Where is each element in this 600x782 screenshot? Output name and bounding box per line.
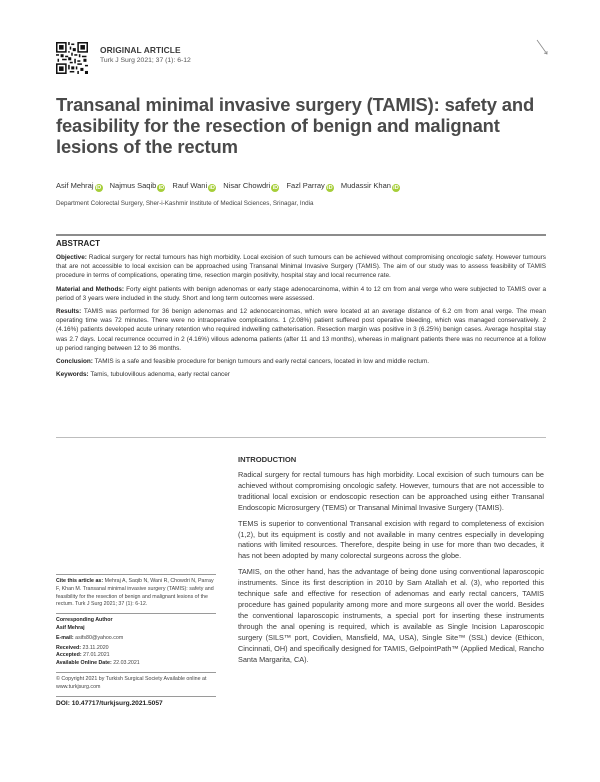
abstract-objective: Objective: Radical surgery for rectal tumours has high morbidity. Local excision of such tumours can be achieved without compromising oncologic safety. However tumours that are not accessible to local excision can be approached using Transanal Minimal Invasive Surgery (TAMIS). The aim of our study was to assess feasibility of TAMIS procedure in terms of complications, operating time, resection margin positivity, hospital stay and local recurrence rate. <box>56 254 547 280</box>
article-type: ORIGINAL ARTICLE <box>100 45 181 55</box>
corresponding-name: Asif Mehraj <box>56 624 85 631</box>
orcid-icon[interactable]: iD <box>272 185 279 191</box>
article-header <box>100 45 191 64</box>
abstract-conclusion: Conclusion: TAMIS is a safe and feasible procedure for benign tumours and early rectal cancers, located in low and middle rectum. <box>56 358 430 366</box>
introduction-body <box>238 470 544 670</box>
doi-link[interactable]: DOI: 10.47717/turkjsurg.2021.5057 <box>56 699 163 707</box>
abstract-heading: ABSTRACT <box>56 239 100 248</box>
abstract-bottom-rule <box>56 437 546 438</box>
abstract-divider <box>56 234 546 236</box>
author-list <box>56 181 405 192</box>
abstract-keywords: Keywords: Tamis, tubulovillous adenoma, early rectal cancer <box>56 371 230 379</box>
orcid-icon[interactable]: iD <box>393 185 399 191</box>
author[interactable]: Najmus Saqib iD <box>109 181 165 191</box>
orcid-icon[interactable]: iD <box>209 185 215 191</box>
qr-code <box>56 42 88 74</box>
intro-paragraph: TAMIS, on the other hand, has the advantage of being done using conventional laparoscopic instruments. Since its first description in 2010 by Sam Atallah et al. (3), who reported this technique safe and effective for resection of adenomas and early rectal cancers, TAMIS procedure has gained popularity among more and more surgeons all over the world. Besides the conventional laparoscopic instruments, a special port for inserting these instruments through the anal opening is required, which is available as Single Incision Laparoscopic surgery (SILS™ port, Covidien, Mansfield, MA, USA), Single Site™ (SSL) device (Ethicon, Cincinnati, OH) and specifically designed for TAMIS, GelpointPath™ (Applied Medical, Rancho Santa Margarita, CA). <box>238 567 544 664</box>
cite-as: Cite this article as: Mehraj A, Saqib N, Wani R, Chowdri N, Parray F, Khan M. Transanal minimal invasive surgery (TAMIS): safety and feasibility for the resection of benign and malignant lesions of the rectum. Turk J Surg 2021; 37 (1): 6-12. <box>56 578 214 608</box>
author[interactable]: Rauf Wani iD <box>172 181 215 191</box>
email-link[interactable]: asifs80@yahoo.com <box>75 634 124 641</box>
article-info-sidebar <box>56 574 216 707</box>
copyright-notice: © Copyright 2021 by Turkish Surgical Society Available online at www.turkjsurg.com <box>56 675 207 690</box>
abstract-methods: Material and Methods: Forty eight patients with benign adenomas or early stage adenocarcinoma, within 4 to 12 cm from anal verge who were subjected to TAMIS over a period of 3 years were included in the study. Short and long term outcomes were assessed. <box>56 285 546 302</box>
introduction-heading: INTRODUCTION <box>238 455 297 464</box>
intro-paragraph: Radical surgery for rectal tumours has high morbidity. Local excision of such tumours can be achieved without compromising oncologic safety. However, tumours that are not accessible to traditional local excision or endoscopic resection can be approached using either Transanal Endoscopic Microsurgery (TEMS) or Transanal Minimal Invasive Surgery (TAMIS). <box>238 470 544 512</box>
correspondence: Corresponding Author Asif Mehraj E-mail: asifs80@yahoo.com Received: 23.11.2020 Accepted: 27.01.2021 Available Online Date: 22.03.2021 <box>56 614 216 672</box>
abstract-results: Results: TAMIS was performed for 36 benign adenomas and 12 adenocarcinomas, which were located at an average distance of 6.2 cm from anal verge. The mean operating time was 72 minutes. There were no intraoperative complications. 1 (2.08%) patient suffered post operative bleeding, which was managed conservatively. 2 (4.16%) patients developed acute urinary retention who required indwelling catheterisation. Resection margin was positive in 3 (6.25%) benign cases. Average hospital stay was 2.7 days. Local recurrence occurred in 2 (4.16%) villous adenoma patients (after 11 and 13 months), whereas in malignant patients there was no recurrence at a follow up period ranging between 12 to 36 months. <box>56 308 546 352</box>
article-title: Transanal minimal invasive surgery (TAMIS): safety and feasibility for the resection of benign and malignant lesions of the rectum <box>56 94 535 157</box>
abstract-body <box>56 253 546 383</box>
journal-citation: Turk J Surg 2021; 37 (1): 6-12 <box>100 57 191 64</box>
orcid-icon[interactable]: iD <box>158 185 165 191</box>
author[interactable]: Asif Mehraj iD <box>56 181 102 191</box>
author[interactable]: Mudassir Khan iD <box>340 181 399 191</box>
author[interactable]: Nisar Chowdri iD <box>223 181 279 191</box>
orcid-icon[interactable]: iD <box>95 185 102 191</box>
corner-arrow-icon <box>535 38 549 58</box>
orcid-icon[interactable]: iD <box>327 185 333 191</box>
author[interactable]: Fazl Parray iD <box>286 181 333 191</box>
affiliation: Department Colorectal Surgery, Sher-i-Kashmir Institute of Medical Sciences, Srinagar, India <box>56 200 314 207</box>
intro-paragraph: TEMS is superior to conventional Transanal excision with regard to completeness of excision (1,2), but its equipment is costly and not available in many centres especially in developing nations with limited resources. Therefore, despite being in use for more than two decades, it has not been adopted by many colorectal surgeons across the globe. <box>238 518 544 561</box>
